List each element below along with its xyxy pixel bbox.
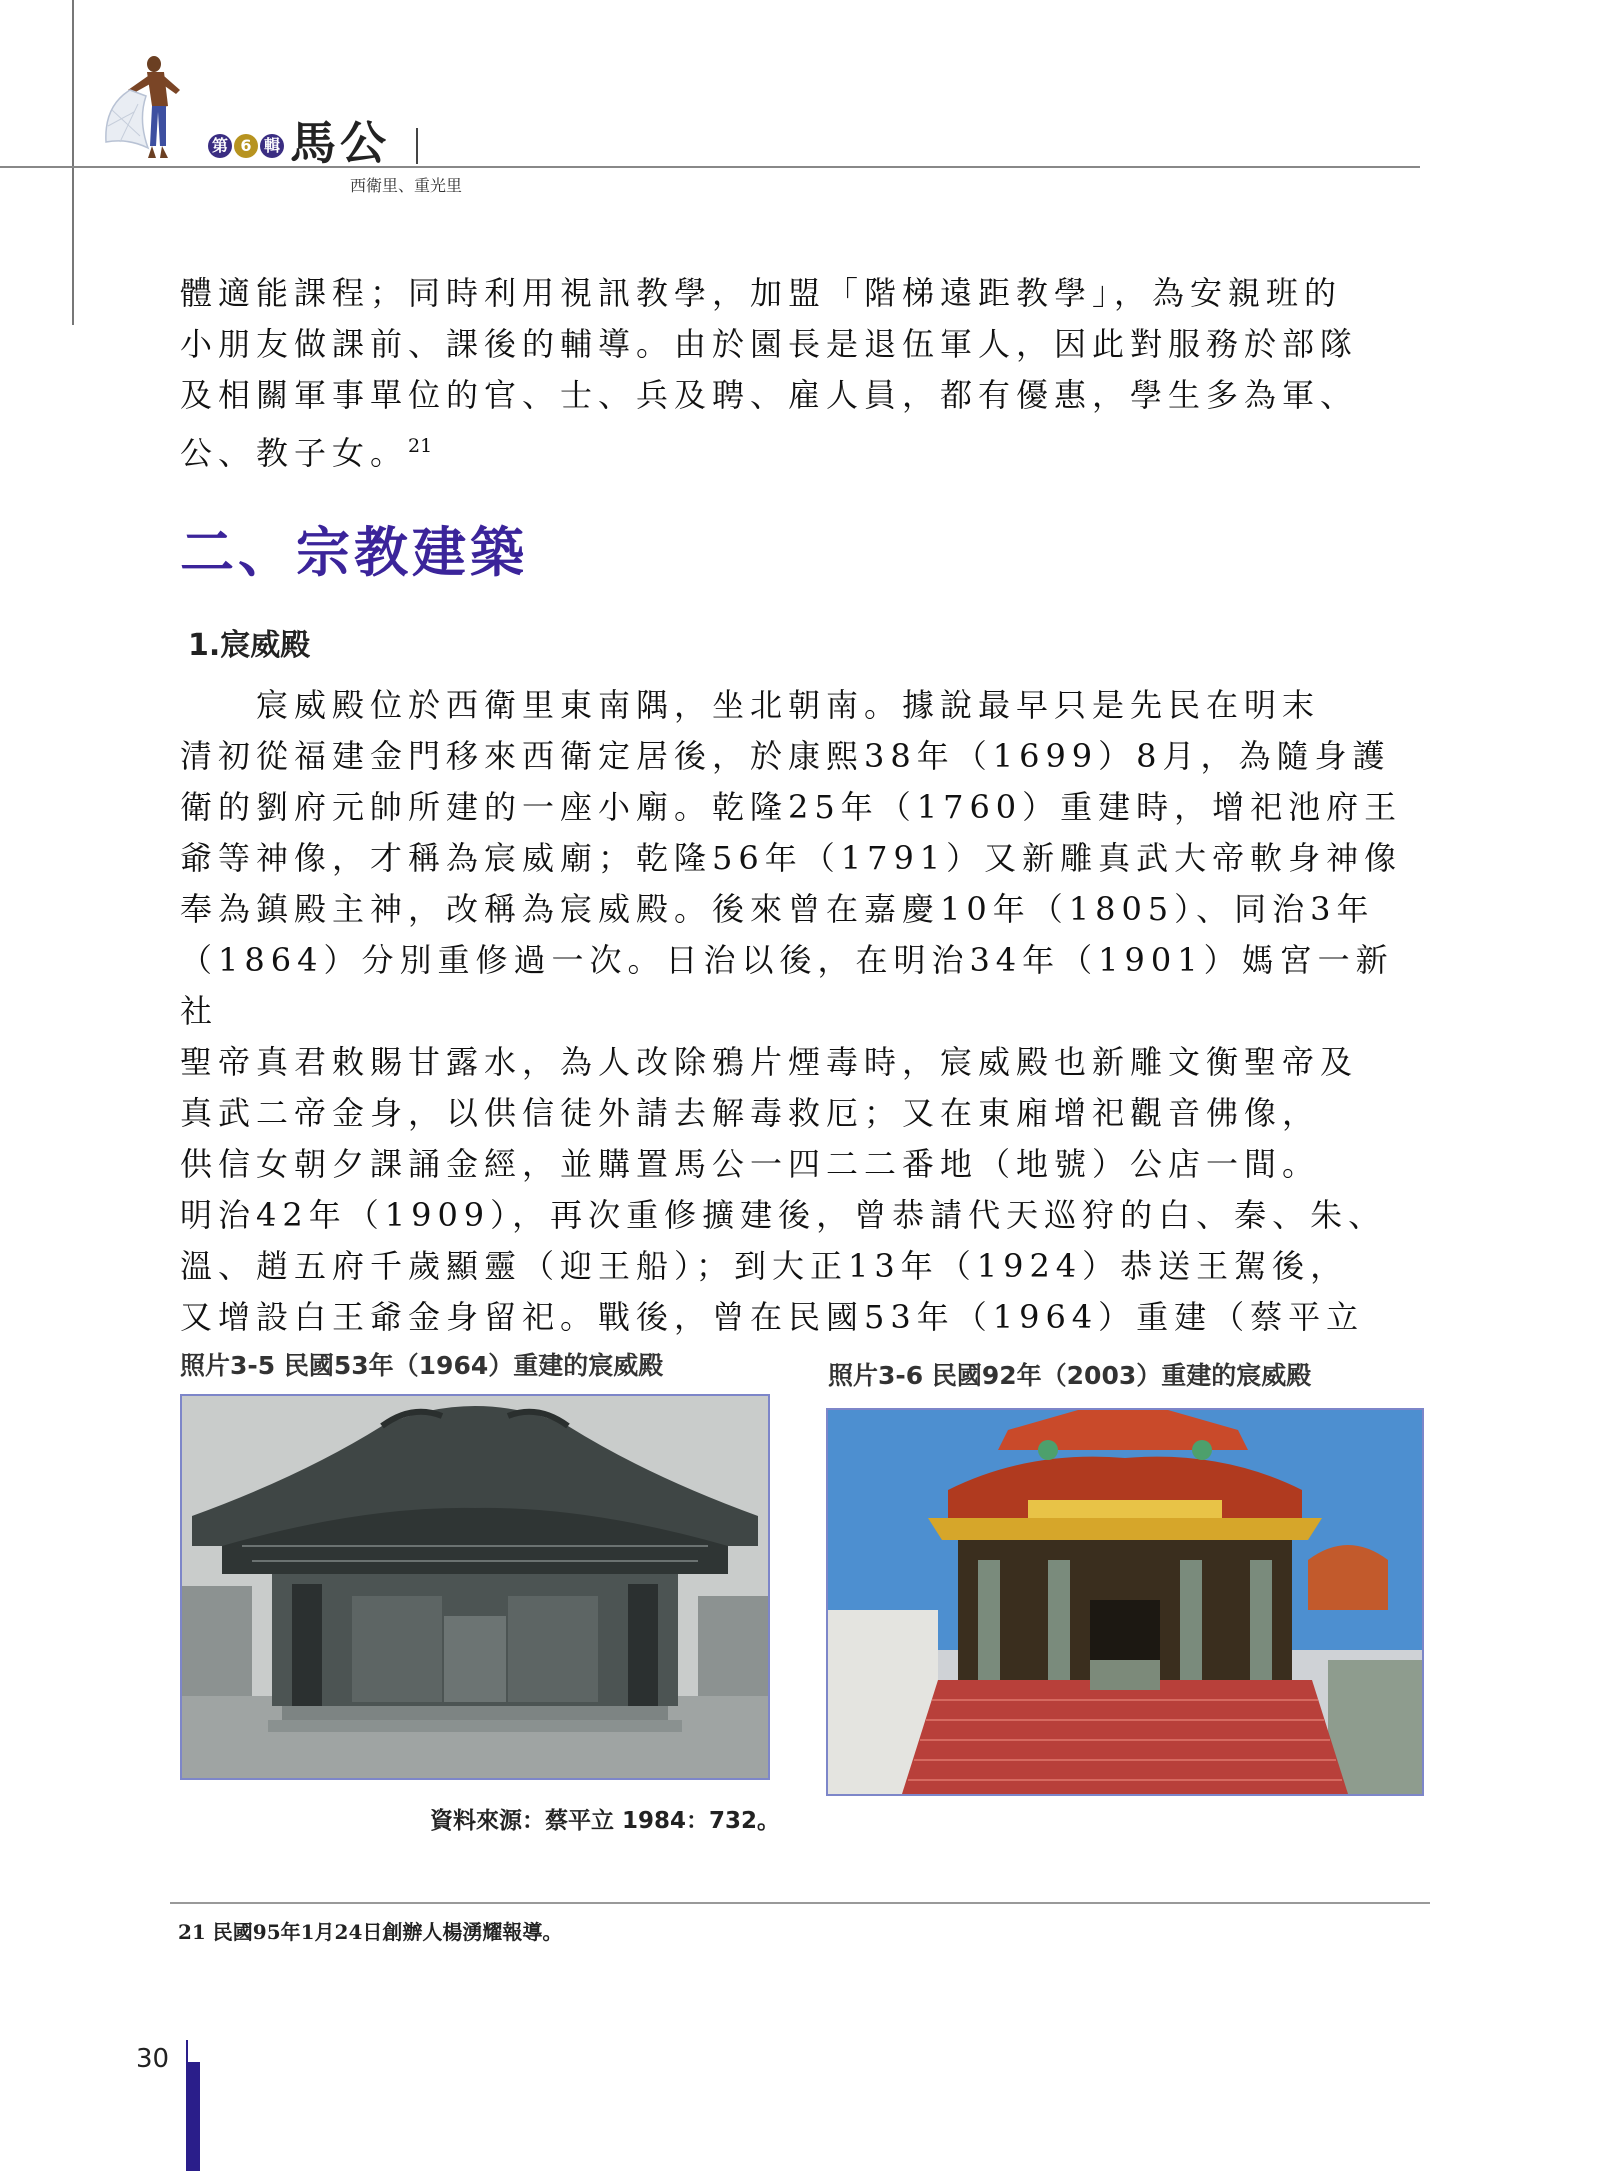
photo-temple-1964 — [180, 1394, 770, 1780]
paragraph-line: 清初從福建金門移來西衛定居後，於康熙38年（1699）8月，為隨身護 — [180, 737, 1391, 775]
paragraph-line-text: 公、教子女。 — [180, 434, 409, 472]
paragraph-line: 真武二帝金身，以供信徒外請去解毒救厄；又在東廂增祀觀音佛像， — [180, 1094, 1321, 1132]
paragraph-line-text: 宸威殿位於西衛里東南隅，坐北朝南。據說最早只是先民在明末 — [256, 686, 1321, 724]
header-horizontal-rule — [0, 166, 1420, 168]
header-subtitle: 西衛里、重光里 — [350, 176, 463, 195]
photo-caption-3-5: 照片3-5 民國53年（1964）重建的宸威殿 — [180, 1351, 664, 1380]
paragraph-line — [180, 421, 1420, 479]
page-number: 30 — [136, 2044, 170, 2074]
photo-source: 資料來源：蔡平立 1984：732。 — [430, 1808, 781, 1834]
photo-caption-3-6: 照片3-6 民國92年（2003）重建的宸威殿 — [828, 1361, 1312, 1390]
volume-badge-suffix: 輯 — [260, 134, 284, 158]
footnote-reference[interactable]: 21 — [408, 435, 433, 457]
temple-2003-image — [828, 1410, 1422, 1794]
paragraph-line: 又增設白王爺金身留祀。戰後，曾在民國53年（1964）重建（蔡平立 — [180, 1298, 1365, 1336]
intro-paragraph — [180, 268, 1420, 479]
paragraph-line: 奉為鎮殿主神，改稱為宸威殿。後來曾在嘉慶10年（1805）、同治3年 — [180, 890, 1375, 928]
fisherman-figure-icon — [98, 50, 186, 162]
page-edge-bar — [188, 2062, 200, 2171]
section-title: 二、宗教建築 — [180, 520, 528, 584]
temple-1964-image — [182, 1396, 768, 1778]
paragraph-line: 聖帝真君敕賜甘露水，為人改除鴉片煙毒時，宸威殿也新雕文衡聖帝及 — [180, 1043, 1359, 1081]
volume-badge — [208, 134, 284, 158]
footnote-rule — [170, 1902, 1430, 1904]
paragraph-line: 溫、趙五府千歲顯靈（迎王船）；到大正13年（1924）恭送王駕後， — [180, 1247, 1349, 1285]
paragraph-line: 爺等神像，才稱為宸威廟；乾隆56年（1791）又新雕真武大帝軟身神像 — [180, 839, 1403, 877]
footnote: 21 民國95年1月24日創辦人楊湧耀報導。 — [178, 1920, 563, 1944]
paragraph-line: 明治42年（1909），再次重修擴建後，曾恭請代天巡狩的白、秦、朱、 — [180, 1196, 1387, 1234]
sub-heading: 1.宸威殿 — [188, 628, 311, 663]
header-vertical-rule — [72, 0, 74, 325]
photo-temple-2003 — [826, 1408, 1424, 1796]
header-title: 馬公 — [290, 116, 390, 170]
paragraph-line: 小朋友做課前、課後的輔導。由於園長是退伍軍人，因此對服務於部隊 — [180, 325, 1359, 363]
paragraph-line: 供信女朝夕課誦金經，並購置馬公一四二二番地（地號）公店一間。 — [180, 1145, 1321, 1183]
paragraph-line: 及相關軍事單位的官、士、兵及聘、雇人員，都有優惠，學生多為軍、 — [180, 376, 1359, 414]
paragraph-line: 衛的劉府元帥所建的一座小廟。乾隆25年（1760）重建時，增祀池府王 — [180, 788, 1403, 826]
volume-badge-number: 6 — [234, 134, 258, 158]
paragraph-line — [180, 680, 1420, 731]
header-title-divider — [416, 128, 418, 164]
temple-paragraph — [180, 680, 1420, 1343]
paragraph-line: （1864）分別重修過一次。日治以後，在明治34年（1901）媽宮一新社 — [180, 941, 1394, 1030]
paragraph-line: 體適能課程；同時利用視訊教學，加盟「階梯遠距教學」，為安親班的 — [180, 274, 1343, 312]
volume-badge-prefix: 第 — [208, 134, 232, 158]
